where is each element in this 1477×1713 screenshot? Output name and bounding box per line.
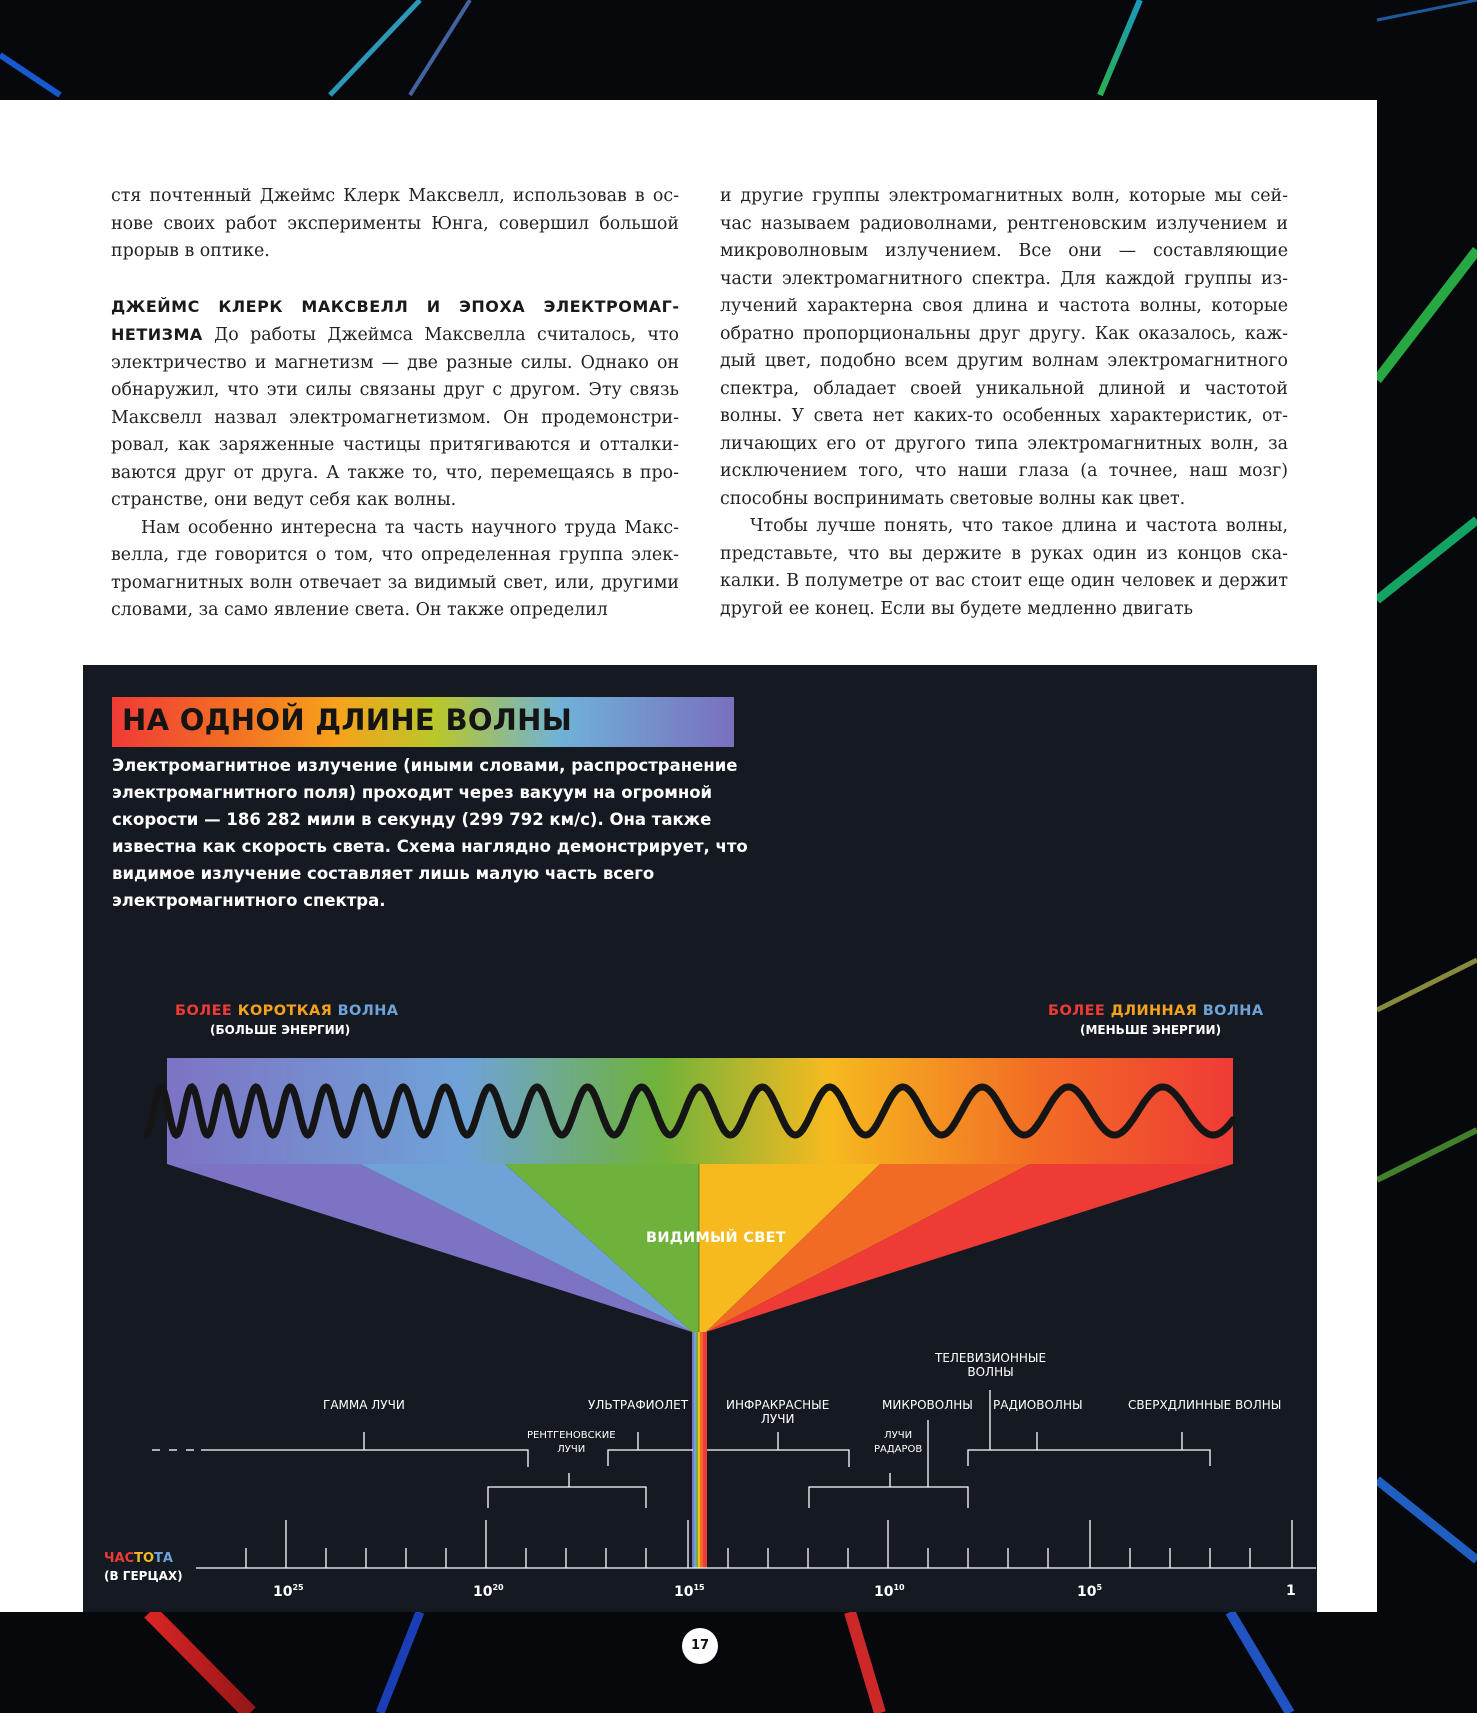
page-number: 17: [682, 1628, 718, 1664]
paragraph: стя почтенный Джеймс Клерк Максвелл, использовав в основе своих работ эксперименты Юнга, совершил большой прорыв в оптике.: [111, 186, 679, 261]
visible-strip-yellow: [698, 1332, 700, 1568]
long-wave-word: ВОЛНА: [1202, 1003, 1264, 1019]
section-heading: ДЖЕЙМС КЛЕРК МАКСВЕЛЛ И ЭПОХА ЭЛЕКТРОМАГНЕТИЗМА: [111, 296, 679, 344]
bracket-gamma: [201, 1450, 528, 1467]
tick-exponent: 20: [492, 1583, 504, 1592]
visible-strip-orange: [700, 1332, 703, 1568]
tick-exponent: 15: [693, 1583, 705, 1592]
infographic-title: НА ОДНОЙ ДЛИНЕ ВОЛНЫ: [122, 703, 573, 737]
axis-title-part: ТА: [154, 1551, 173, 1566]
tick-base: 10: [473, 1584, 493, 1600]
band-label-line: ЛУЧИ: [557, 1444, 586, 1455]
band-label-radar: [874, 1429, 922, 1457]
band-label-tv: [935, 1351, 1046, 1379]
tick-label-1: 1: [1286, 1583, 1296, 1599]
tick-exponent: 5: [1096, 1583, 1103, 1592]
bracket-ir: [707, 1450, 849, 1467]
tick-label-1e15: [674, 1583, 705, 1600]
band-label-line: РЕНТГЕНОВСКИЕ: [527, 1430, 616, 1441]
visible-strip-red: [703, 1332, 707, 1568]
paragraph: Чтобы лучше понять, что такое длина и частота волны, представьте, что вы держите в руках один из концов скакалки. В полуметре от вас стоит еще один человек и держит другой ее конец. Если вы будете медленно двигать: [720, 516, 1288, 619]
tick-base: 10: [674, 1584, 694, 1600]
band-label-ir: [726, 1398, 829, 1426]
short-wave-word: БОЛЕЕ: [175, 1003, 238, 1019]
long-wave-word: БОЛЕЕ: [1048, 1003, 1111, 1019]
band-label-line: ЛУЧИ: [760, 1412, 795, 1426]
infographic-intro: Электромагнитное излучение (иными словами, распространение электромагнитного поля) проходит через вакуум на огромной скорости — 186 282 мили в секунду (299 792 км/с). Она также известна как скорость света. Схема наглядно демонстрирует, что видимое излучение составляет лишь малую часть всего электромагнитного спектра.: [112, 756, 748, 910]
visible-strip-blue: [694, 1332, 696, 1568]
band-label-line: ВОЛНЫ: [967, 1365, 1014, 1379]
long-wave-word: ДЛИННАЯ: [1110, 1003, 1203, 1019]
band-label-uv: УЛЬТРАФИОЛЕТ: [588, 1398, 689, 1412]
band-label-radio: РАДИОВОЛНЫ: [993, 1398, 1083, 1412]
tick-label-1e20: [473, 1583, 504, 1600]
axis-ticks: [246, 1520, 1292, 1568]
axis-subtitle: (В ГЕРЦАХ): [104, 1569, 183, 1583]
short-wave-word: ВОЛНА: [337, 1003, 399, 1019]
tick-exponent: 25: [292, 1583, 304, 1592]
bracket-uv: [608, 1450, 693, 1466]
tick-exponent: 10: [893, 1583, 905, 1592]
paragraph-text: До работы Джеймса Максвелла считалось, что электричество и магнетизм — две разные силы. Однако он обнаружил, что эти силы связаны друг с другом. Эту связь Максвелл назвал электромагнетизмом. Он продемонстрировал, как заряженные частицы притягиваются и отталкиваются друг от друга. А также то, что, перемещаясь в пространстве, они ведут себя как волны.: [111, 325, 679, 510]
axis-title-part: ЧАС: [104, 1551, 135, 1566]
axis-title: [104, 1551, 173, 1566]
bracket-xray: [488, 1487, 646, 1508]
spectrum-bar: [167, 1058, 1233, 1164]
band-label-xray: [527, 1429, 616, 1457]
short-wave-sublabel: (БОЛЬШЕ ЭНЕРГИИ): [210, 1023, 351, 1037]
axis-title-part: ТО: [134, 1551, 155, 1566]
tick-label-1e25: [273, 1583, 304, 1600]
band-label-ulf: СВЕРХДЛИННЫЕ ВОЛНЫ: [1128, 1398, 1282, 1412]
tick-label-1e5: [1077, 1583, 1102, 1600]
tick-base: 10: [874, 1584, 894, 1600]
band-label-line: РАДАРОВ: [874, 1444, 923, 1455]
bracket-radar: [809, 1487, 968, 1508]
band-label-line: ЛУЧИ: [884, 1430, 913, 1441]
tick-base: 10: [1077, 1584, 1097, 1600]
visible-strip-green: [696, 1332, 698, 1568]
bracket-radio: [968, 1450, 1210, 1466]
long-wave-sublabel: (МЕНЬШЕ ЭНЕРГИИ): [1080, 1023, 1222, 1037]
short-wave-word: КОРОТКАЯ: [237, 1003, 338, 1019]
visible-light-label: ВИДИМЫЙ СВЕТ: [646, 1230, 786, 1246]
band-label-micro: МИКРОВОЛНЫ: [882, 1398, 973, 1412]
tick-base: 10: [273, 1584, 293, 1600]
paragraph: и другие группы электромагнитных волн, которые мы сейчас называем радиоволнами, рентгеновским излучением и микроволновым излучением. Все они — составляющие части электромагнитного спектра. Для каждой группы излучений характерна своя длина и частота волны, которые обратно пропорциональны друг другу. Как оказалось, каждый цвет, подобно всем другим волнам электромагнитного спектра, обладает своей уникальной длиной и частотой волны. У света нет каких-то особенных характеристик, отличающих его от другого типа электромагнитных волн, за исключением того, что наши глаза (а точнее, наш мозг) способны воспринимать световые волны как цвет.: [720, 186, 1288, 509]
band-label-line: ТЕЛЕВИЗИОННЫЕ: [935, 1351, 1047, 1365]
paragraph: Нам особенно интересна та часть научного труда Максвелла, где говорится о том, что определенная группа электромагнитных волн отвечает за видимый свет, или, другими словами, за само явление света. Он также определил: [111, 517, 679, 620]
tick-label-1e10: [874, 1583, 905, 1600]
band-label-line: ИНФРАКРАСНЫЕ: [726, 1398, 830, 1412]
band-label-gamma: ГАММА ЛУЧИ: [323, 1398, 405, 1412]
